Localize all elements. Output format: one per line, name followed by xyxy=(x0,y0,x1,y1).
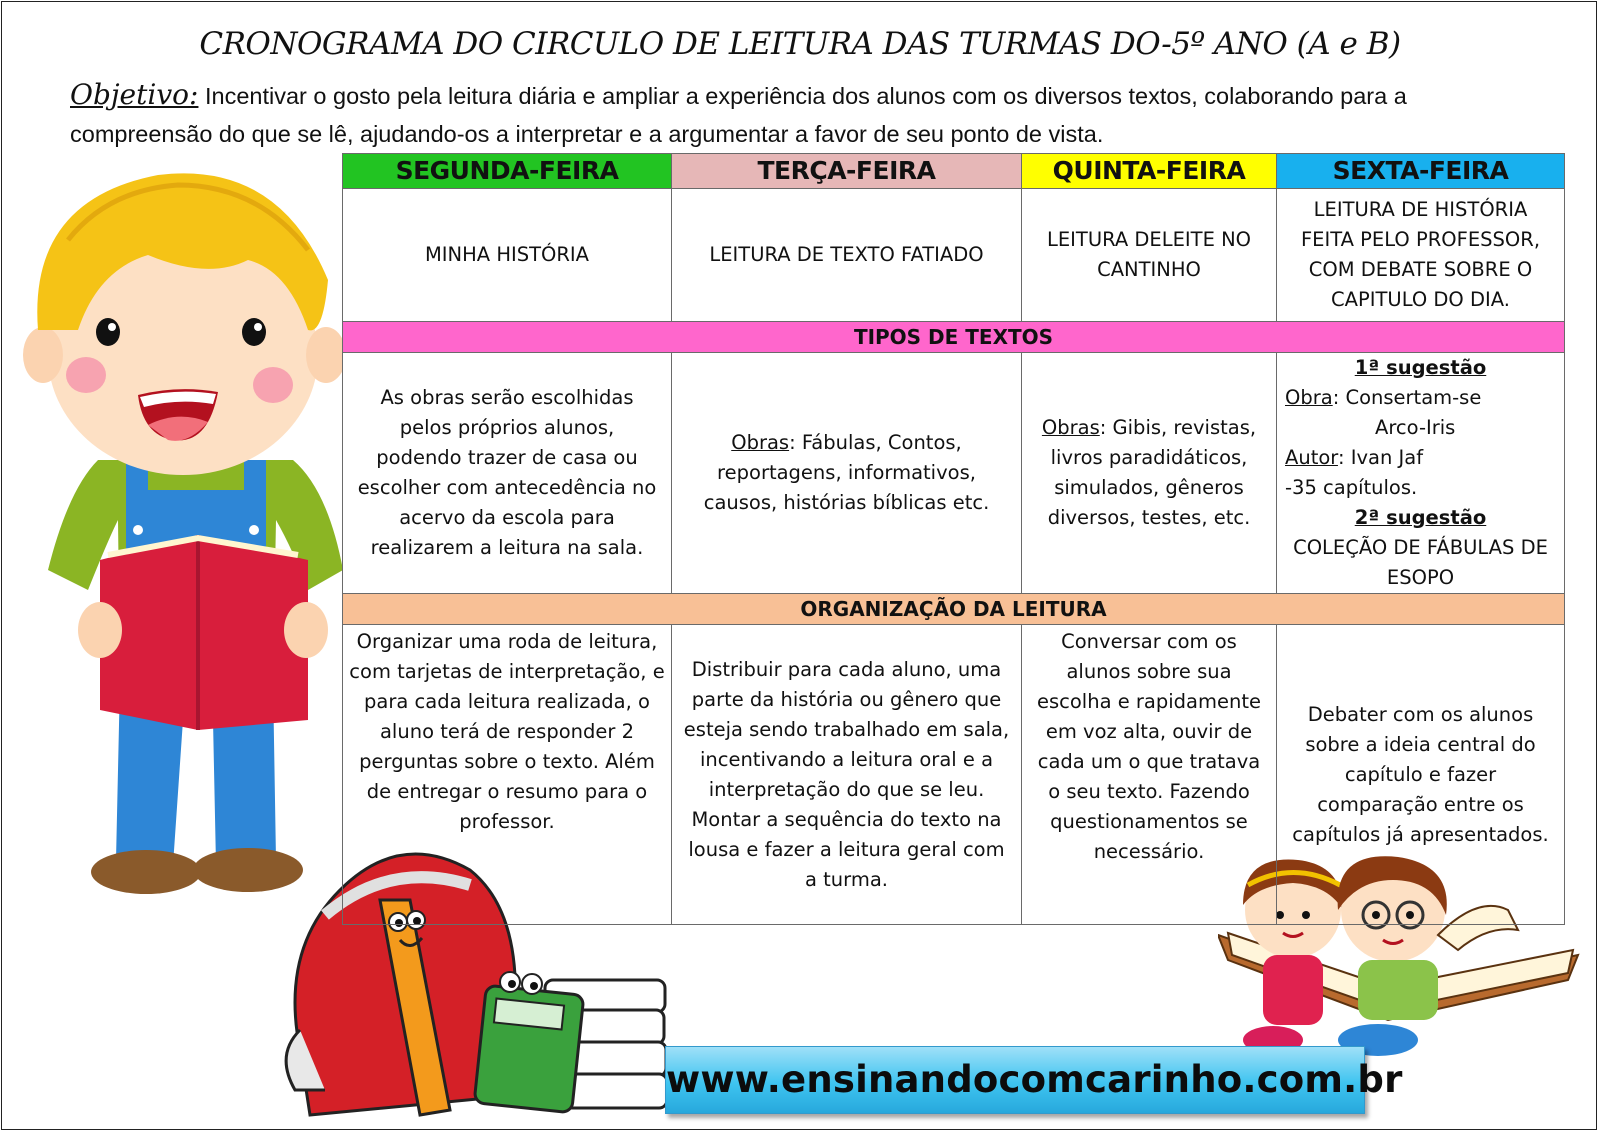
types-thursday xyxy=(1022,353,1277,594)
work-title-continued: Arco-Iris xyxy=(1375,416,1456,439)
website-banner[interactable] xyxy=(665,1046,1403,1114)
organization-friday-text: Debater com os alunos sobre a ideia central do capítulo e fazer comparação entre os capítulos já apresentados. xyxy=(1292,702,1549,846)
work-label: Obra xyxy=(1285,386,1333,409)
days-header-row xyxy=(343,154,1565,189)
activity-tuesday: LEITURA DE TEXTO FATIADO xyxy=(672,189,1022,322)
activity-friday-text: LEITURA DE HISTÓRIA FEITA PELO PROFESSOR, COM DEBATE SOBRE O CAPITULO DO DIA. xyxy=(1300,198,1541,311)
chapters-count: -35 capítulos. xyxy=(1285,476,1418,499)
suggestion-1-author xyxy=(1285,443,1556,473)
day-header-friday: SEXTA-FEIRA xyxy=(1277,154,1565,189)
types-band-row xyxy=(343,322,1565,353)
activity-friday xyxy=(1277,189,1565,322)
organization-thursday-text: Conversar com os alunos sobre sua escolha e rapidamente em voz alta, ouvir de cada um o que tratava o seu texto. Fazendo questionamentos se necessário. xyxy=(1036,630,1261,863)
activity-thursday-text: LEITURA DELEITE NO CANTINHO xyxy=(1046,228,1252,281)
types-monday xyxy=(343,353,672,594)
types-thursday-text: : Gibis, revistas, livros paradidáticos, simulados, gêneros diversos, testes, etc. xyxy=(1047,416,1257,529)
organization-tuesday xyxy=(672,625,1022,925)
organization-friday xyxy=(1277,625,1565,925)
day-header-tuesday: TERÇA-FEIRA xyxy=(672,154,1022,189)
organization-band-row xyxy=(343,594,1565,625)
work-title: : Consertam-se xyxy=(1332,386,1482,409)
author-name: : Ivan Jaf xyxy=(1337,446,1424,469)
day-header-thursday: QUINTA-FEIRA xyxy=(1022,154,1277,189)
types-row xyxy=(343,353,1565,594)
author-label: Autor xyxy=(1285,446,1338,469)
suggestion-2-collection: COLEÇÃO DE FÁBULAS DE ESOPO xyxy=(1293,536,1548,589)
day-header-monday: SEGUNDA-FEIRA xyxy=(343,154,672,189)
boy-reading-illustration xyxy=(8,160,343,930)
suggestion-2-heading: 2ª sugestão xyxy=(1354,506,1487,529)
types-tuesday xyxy=(672,353,1022,594)
activity-monday: MINHA HISTÓRIA xyxy=(343,189,672,322)
types-tuesday-text: : Fábulas, Contos, reportagens, informativos, causos, histórias bíblicas etc. xyxy=(703,431,990,514)
types-section-header: TIPOS DE TEXTOS xyxy=(343,322,1565,353)
objective-label: Objetivo: xyxy=(70,78,199,111)
types-tuesday-label: Obras xyxy=(731,431,790,454)
objective-paragraph xyxy=(70,76,1540,153)
organization-thursday xyxy=(1022,625,1277,925)
types-friday xyxy=(1277,353,1565,594)
types-thursday-label: Obras xyxy=(1041,416,1100,439)
organization-section-header: ORGANIZAÇÃO DA LEITURA xyxy=(343,594,1565,625)
organization-monday-text: Organizar uma roda de leitura, com tarjetas de interpretação, e para cada leitura realizada, o aluno terá de responder 2 perguntas sobre o texto. Além de entregar o resumo para o professor. xyxy=(349,630,665,833)
activities-row xyxy=(343,189,1565,322)
activity-thursday xyxy=(1022,189,1277,322)
organization-monday xyxy=(343,625,672,925)
types-monday-text: As obras serão escolhidas pelos próprios alunos, podendo trazer de casa ou escolher com antecedência no acervo da escola para realizarem a leitura na sala. xyxy=(357,386,657,559)
organization-row xyxy=(343,625,1565,925)
website-url[interactable]: www.ensinandocomcarinho.com.br xyxy=(666,1058,1403,1101)
suggestion-1-heading: 1ª sugestão xyxy=(1354,356,1487,379)
page-title: CRONOGRAMA DO CIRCULO DE LEITURA DAS TURMAS DO-5º ANO (A e B) xyxy=(199,26,1401,62)
organization-tuesday-text: Distribuir para cada aluno, uma parte da história ou gênero que esteja sendo trabalhado em sala, incentivando a leitura oral e a interpretação do que se leu. Montar a sequência do texto na lousa e fazer a leitura geral com a turma. xyxy=(683,657,1010,891)
schedule-table xyxy=(342,153,1565,925)
objective-text: Incentivar o gosto pela leitura diária e ampliar a experiência dos alunos com os diversos textos, colaborando para a compreensão do que se lê, ajudando-os a interpretar e a argumentar a favor de seu ponto de vista. xyxy=(70,83,1407,147)
suggestion-1-work xyxy=(1285,383,1556,413)
